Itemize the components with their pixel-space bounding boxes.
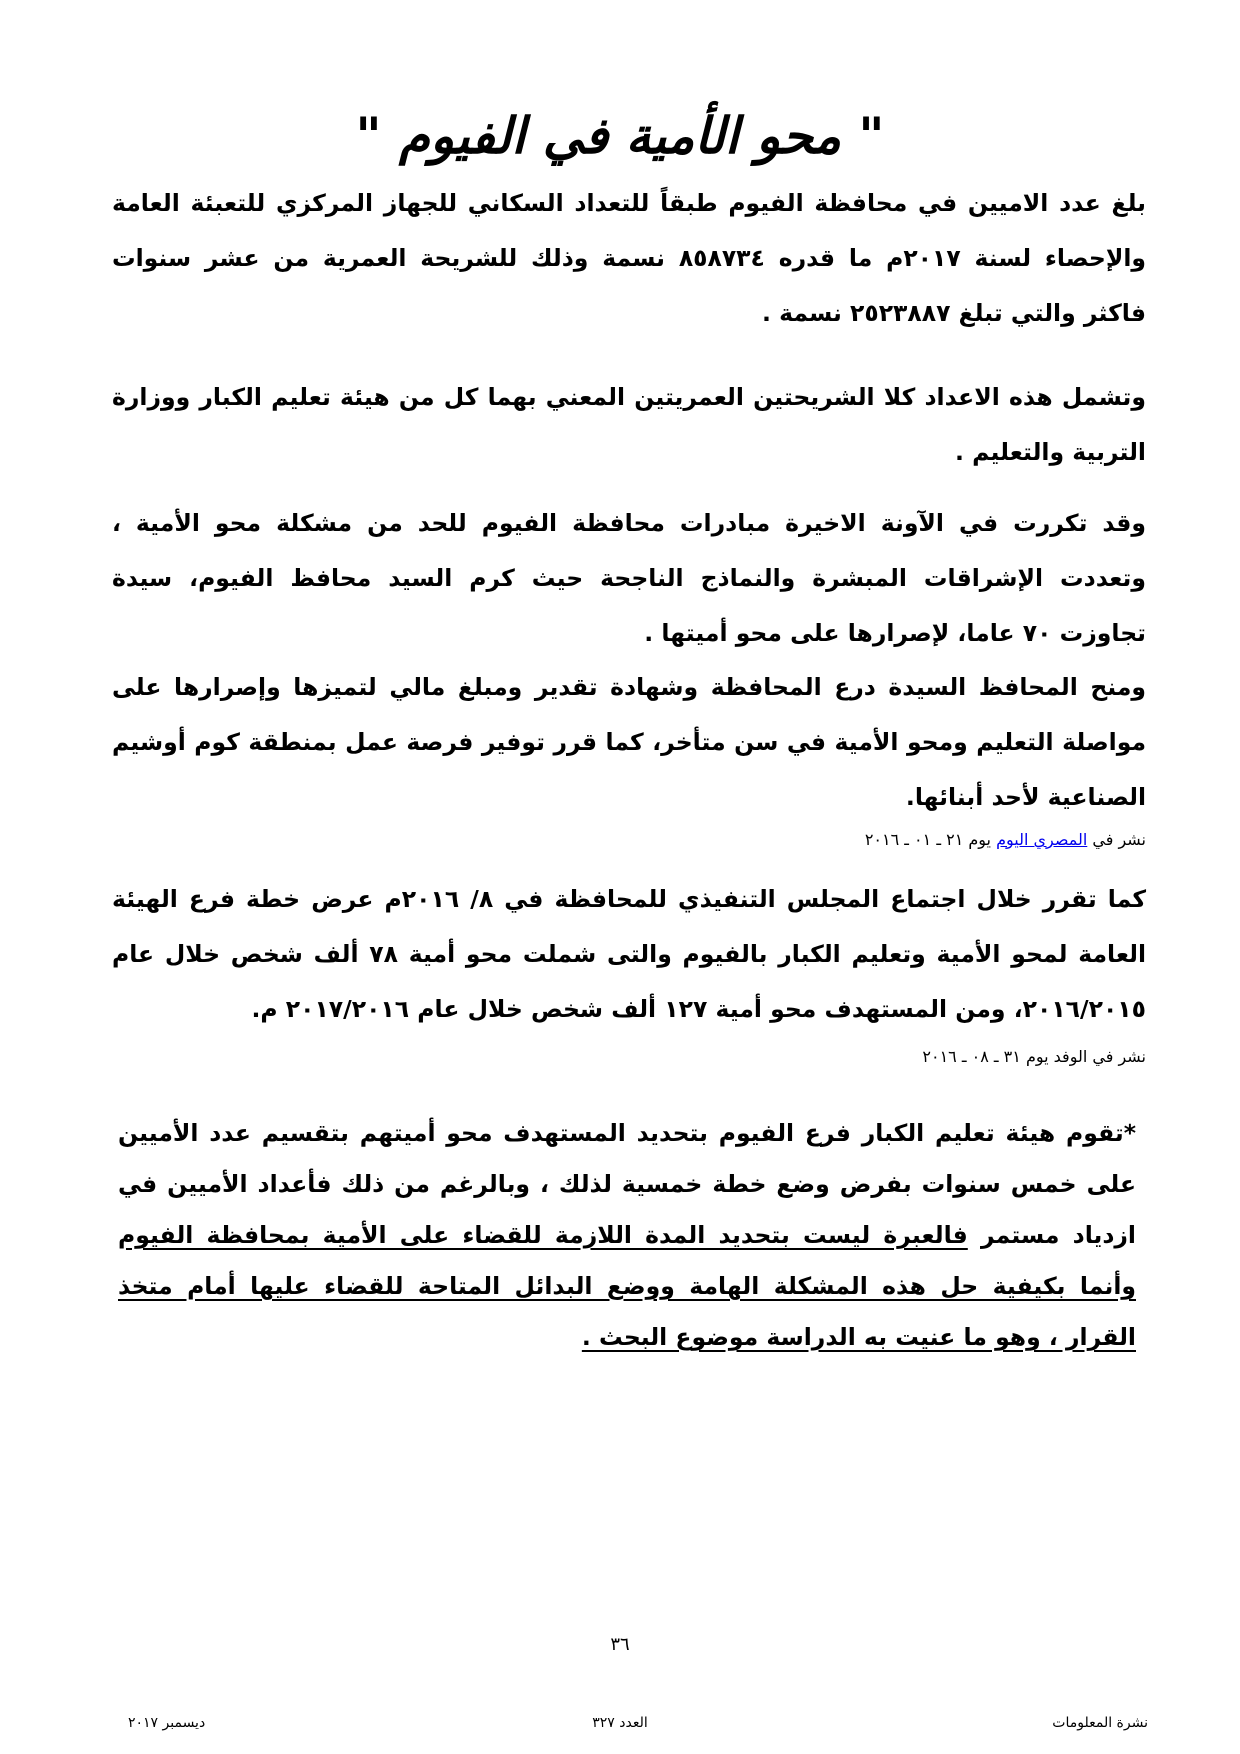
source-date: يوم ٢١ ـ ٠١ ـ ٢٠١٦ xyxy=(864,830,997,849)
footer-publication-name: نشرة المعلومات xyxy=(1052,1715,1148,1731)
paragraph-governor-award: ومنح المحافظ السيدة درع المحافظة وشهادة تقدير ومبلغ مالي لتميزها وإصرارها على مواصلة التعليم ومحو الأمية في سن متأخر، كما قرر توفير فرصة عمل بمنطقة كوم أوشيم الصناعية لأحد أبنائها. xyxy=(112,673,1146,811)
page-number: ٣٦ xyxy=(610,1634,630,1655)
paragraph-illiteracy-count: بلغ عدد الاميين في محافظة الفيوم طبقاً للتعداد السكاني للجهاز المركزي للتعبئة العامة والإحصاء لسنة ٢٠١٧م ما قدره ٨٥٨٧٣٤ نسمة وذلك للشريحة العمرية من عشر سنوات فاكثر والتي تبلغ ٢٥٢٣٨٨٧ نسمة . xyxy=(112,189,1147,327)
paragraph-age-groups: وتشمل هذه الاعداد كلا الشريحتين العمريتين المعني بهما كل من هيئة تعليم الكبار ووزارة التربية والتعليم . xyxy=(112,383,1146,466)
source-prefix: نشر في xyxy=(1087,830,1146,849)
paragraph-initiatives: وقد تكررت في الآونة الاخيرة مبادرات محافظة الفيوم للحد من مشكلة محو الأمية ، وتعددت الإشراقات المبشرة والنماذج الناجحة حيث كرم السيد محافظ الفيوم، سيدة تجاوزت ٧٠ عاما، لإصرارها على محو أميتها . xyxy=(112,509,1146,647)
paragraph-adult-education-plan xyxy=(118,1108,1136,1363)
source-link-almasry-alyoum[interactable]: المصري اليوم xyxy=(996,830,1088,849)
footer-issue-date: ديسمبر ٢٠١٧ xyxy=(128,1715,206,1731)
paragraph-plain-text: *تقوم هيئة تعليم الكبار فرع الفيوم بتحديد المستهدف محو أميتهم بتقسيم عدد الأميين على خمس سنوات بفرض وضع خطة خمسية لذلك ، وبالرغم من ذلك فأعداد الأميين في ازدياد مستمر xyxy=(118,1119,1136,1249)
paragraph-underlined-conclusion: فالعبرة ليست بتحديد المدة اللازمة للقضاء على الأمية بمحافظة الفيوم وأنما بكيفية حل هذه المشكلة الهامة ووضع البدائل المتاحة للقضاء عليها أمام متخذ القرار ، وهو ما عنيت به الدراسة موضوع البحث . xyxy=(118,1221,1136,1351)
source-note-alwafd: نشر في الوفد يوم ٣١ ـ ٠٨ ـ ٢٠١٦ xyxy=(922,1047,1146,1066)
footer-issue-number: العدد ٣٢٧ xyxy=(592,1715,648,1731)
source-note-almasry-alyoum xyxy=(865,830,1146,849)
paragraph-executive-council: كما تقرر خلال اجتماع المجلس التنفيذي للمحافظة في ٨/ ٢٠١٦م عرض خطة فرع الهيئة العامة لمحو الأمية وتعليم الكبار بالفيوم والتى شملت محو أمية ٧٨ ألف شخص خلال عام ٢٠١٦/٢٠١٥، ومن المستهدف محو أمية ١٢٧ ألف شخص خلال عام ٢٠١٧/٢٠١٦ م. xyxy=(112,885,1147,1023)
page-title: " محو الأمية في الفيوم " xyxy=(355,105,885,165)
